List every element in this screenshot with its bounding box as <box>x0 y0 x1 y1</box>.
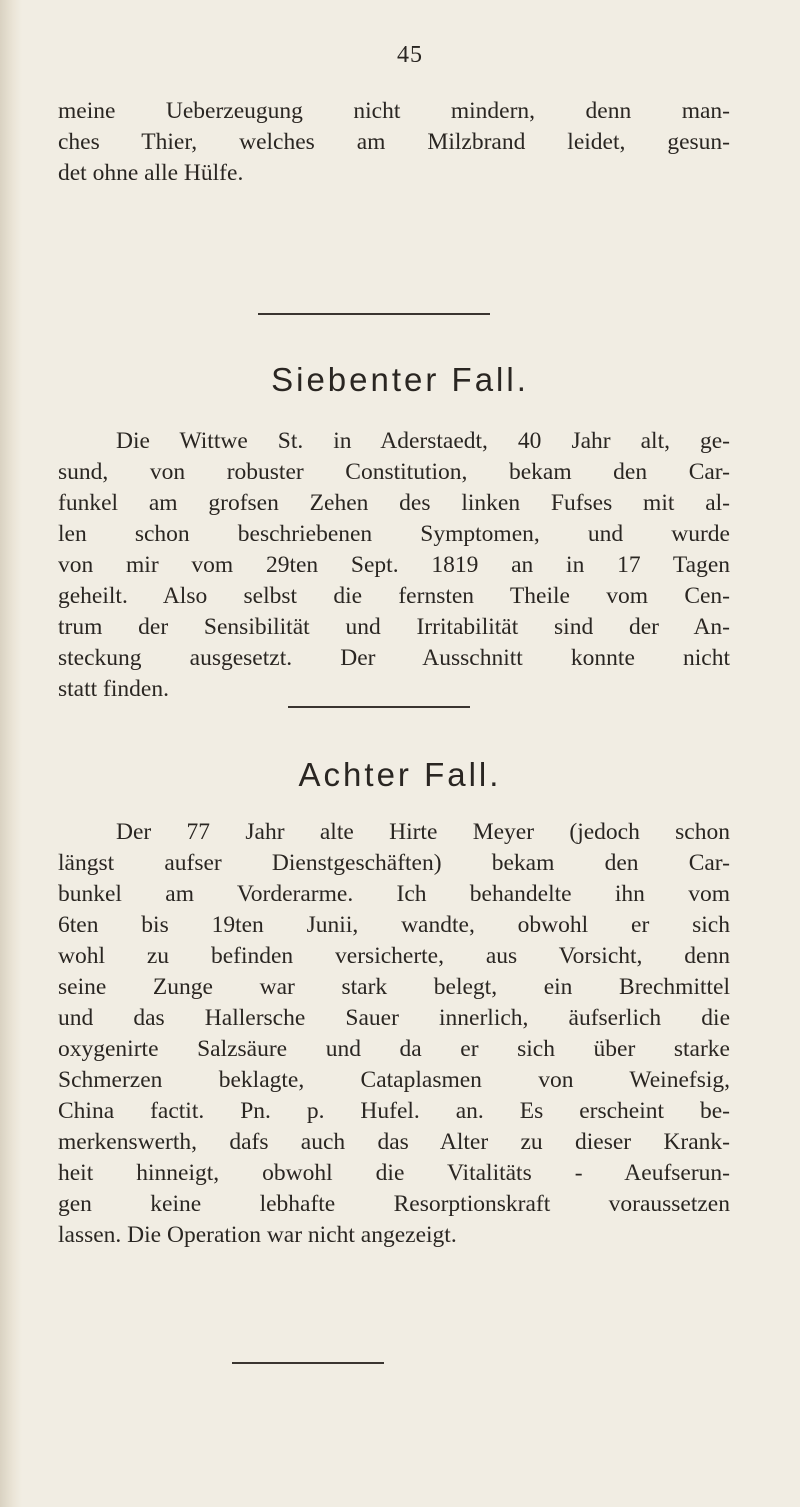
end-divider <box>232 1362 384 1364</box>
text-line: statt finden. <box>58 676 169 702</box>
text-line: von mir vom 29ten Sept. 1819 an in 17 Tagen <box>58 552 730 578</box>
section-divider <box>288 706 470 708</box>
text-line: heit hinneigt, obwohl die Vitalitäts - Aeufserun- <box>58 1160 730 1186</box>
section-7-paragraph <box>58 426 730 705</box>
text-line: China factit. Pn. p. Hufel. an. Es erscheint be- <box>58 1098 730 1124</box>
text-line: gen keine lebhafte Resorptionskraft voraussetzen <box>58 1191 730 1217</box>
text-line: steckung ausgesetzt. Der Ausschnitt konnte nicht <box>58 645 730 671</box>
text-line: seine Zunge war stark belegt, ein Brechmittel <box>58 974 730 1000</box>
section-8-paragraph <box>58 817 730 1251</box>
text-line: len schon beschriebenen Symptomen, und wurde <box>58 521 730 547</box>
text-line: bunkel am Vorderarme. Ich behandelte ihn vom <box>58 881 730 907</box>
text-line: det ohne alle Hülfe. <box>58 160 244 186</box>
text-line: funkel am grofsen Zehen des linken Fufses mit al- <box>58 490 730 516</box>
section-divider <box>258 313 490 315</box>
text-line: Schmerzen beklagte, Cataplasmen von Weinefsig, <box>58 1067 730 1093</box>
text-line: wohl zu befinden versicherte, aus Vorsicht, denn <box>58 943 730 969</box>
text-line: lassen. Die Operation war nicht angezeigt. <box>58 1222 457 1248</box>
text-line: und das Hallersche Sauer innerlich, äufserlich die <box>58 1005 730 1031</box>
page-number: 45 <box>397 42 423 68</box>
text-line: geheilt. Also selbst die fernsten Theile vom Cen- <box>58 583 730 609</box>
text-line: Der 77 Jahr alte Hirte Meyer (jedoch schon <box>116 819 730 845</box>
text-line: 6ten bis 19ten Junii, wandte, obwohl er sich <box>58 912 730 938</box>
text-line: längst aufser Dienstgeschäften) bekam den Car- <box>58 850 730 876</box>
text-line: ches Thier, welches am Milzbrand leidet, gesun- <box>58 129 730 155</box>
text-line: meine Ueberzeugung nicht mindern, denn man- <box>58 98 730 124</box>
text-line: sund, von robuster Constitution, bekam den Car- <box>58 459 730 485</box>
opening-paragraph <box>58 96 730 189</box>
text-line: trum der Sensibilität und Irritabilität sind der An- <box>58 614 730 640</box>
text-line: merkenswerth, dafs auch das Alter zu dieser Krank- <box>58 1129 730 1155</box>
section-heading-achter-fall: Achter Fall. <box>298 756 502 793</box>
text-line: oxygenirte Salzsäure und da er sich über starke <box>58 1036 730 1062</box>
text-line: Die Wittwe St. in Aderstaedt, 40 Jahr alt, ge- <box>116 428 730 454</box>
section-heading-siebenter-fall: Siebenter Fall. <box>271 361 529 398</box>
